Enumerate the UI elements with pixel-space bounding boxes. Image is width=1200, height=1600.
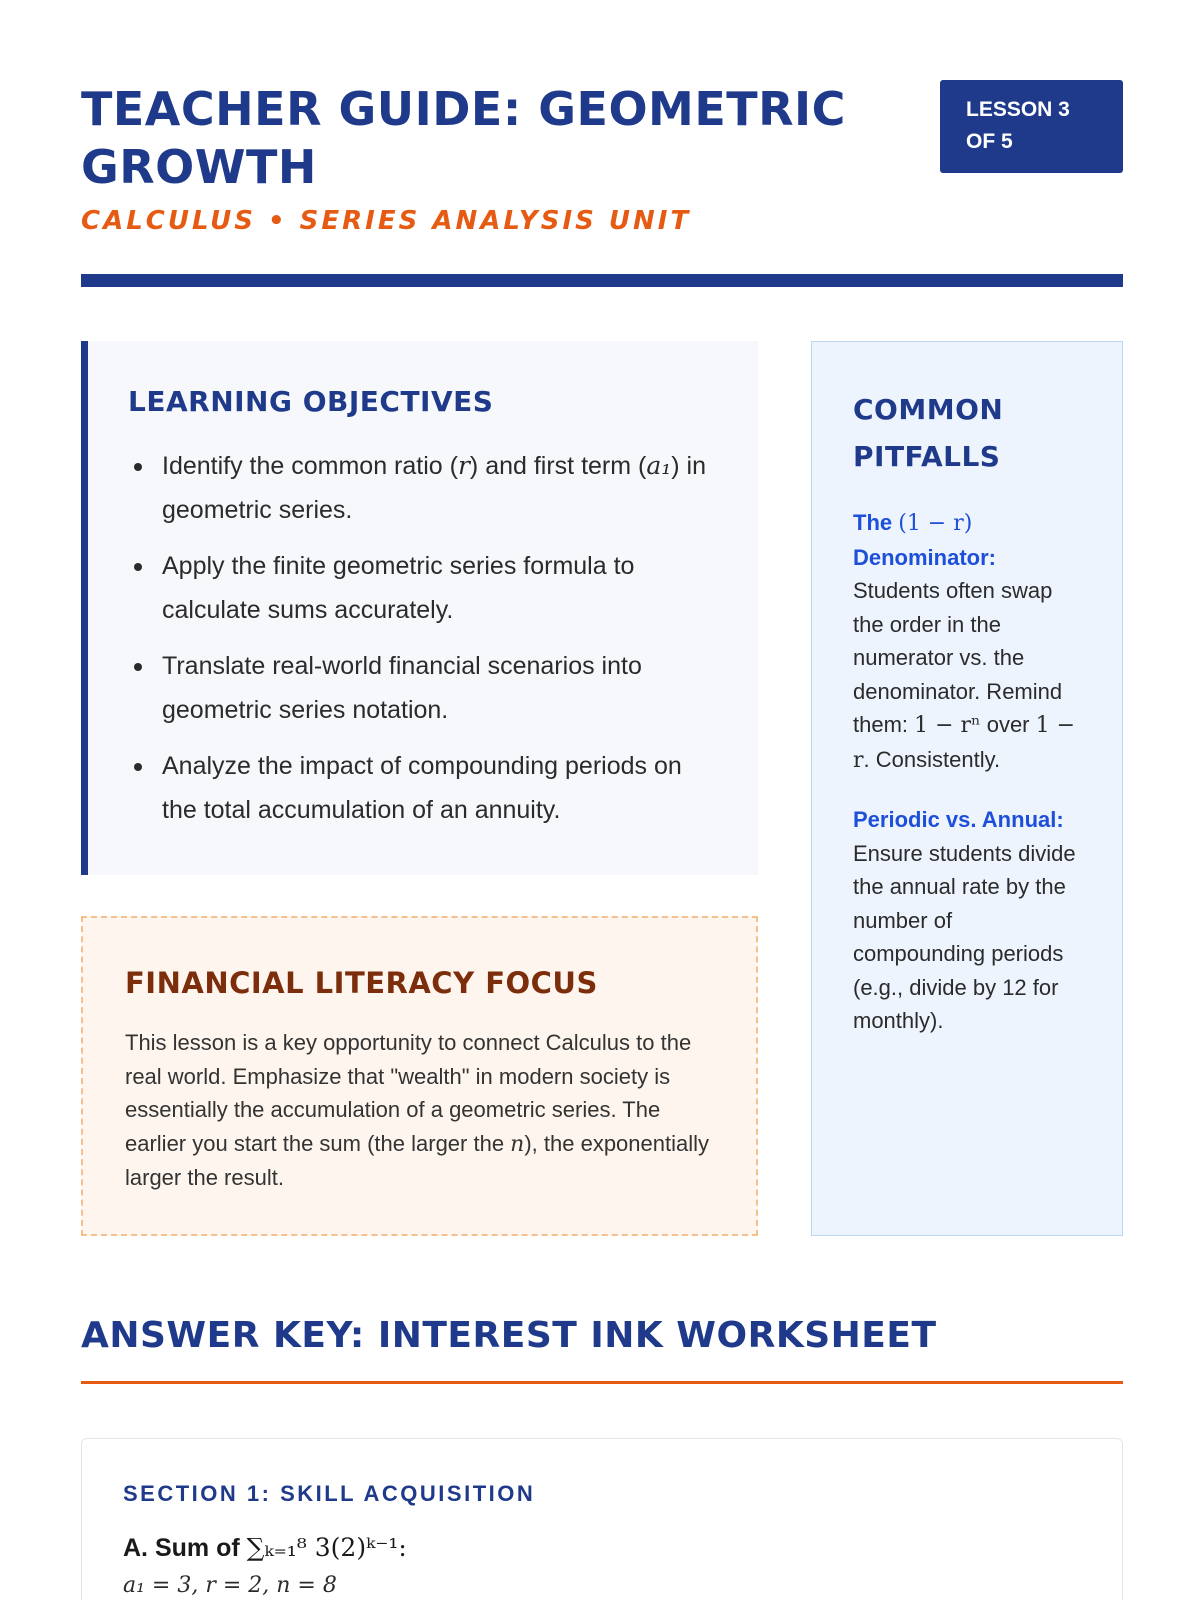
section-heading: SECTION 1: SKILL ACQUISITION bbox=[123, 1481, 536, 1506]
financial-literacy-text bbox=[125, 1026, 714, 1195]
learning-objectives-panel bbox=[81, 341, 758, 875]
financial-text-part: ), the exponentially larger the result. bbox=[125, 1130, 710, 1190]
page-header bbox=[81, 80, 1123, 236]
objective-text: Identify the common ratio ( bbox=[162, 452, 458, 480]
pitfall-body: . Consistently. bbox=[863, 746, 1001, 772]
financial-text-part: This lesson is a key opportunity to connect Calculus to the real world. Emphasize that "wealth" in modern society is essentially the accumulation of a geometric series. The earlier you start the sum (the larger the bbox=[125, 1030, 692, 1156]
answer-key-title: ANSWER KEY: INTEREST INK WORKSHEET bbox=[81, 1315, 937, 1356]
objective-item bbox=[128, 444, 718, 532]
math-ratio: r bbox=[457, 451, 470, 480]
math-numerator-expr: 1 − rⁿ bbox=[914, 713, 981, 738]
pitfall-heading-text: Denominator: bbox=[853, 544, 996, 570]
header-divider bbox=[81, 274, 1123, 287]
financial-literacy-panel bbox=[81, 916, 758, 1236]
pitfall-item bbox=[853, 506, 1082, 777]
math-n: n bbox=[510, 1131, 525, 1157]
common-pitfalls-panel bbox=[811, 341, 1123, 1236]
objective-item: Apply the finite geometric series formula to calculate sums accurately. bbox=[128, 544, 718, 632]
pitfall-heading-text: The bbox=[853, 510, 899, 535]
question-a bbox=[123, 1533, 1081, 1563]
pitfall-heading: Periodic vs. Annual: bbox=[853, 807, 1064, 832]
math-denominator: (1 − r) bbox=[898, 511, 973, 536]
objective-item: Translate real-world financial scenarios into geometric series notation. bbox=[128, 644, 718, 732]
lesson-badge: LESSON 3 OF 5 bbox=[940, 80, 1123, 173]
question-math: ∑ₖ₌₁⁸ 3(2)ᵏ⁻¹: bbox=[246, 1533, 407, 1562]
pitfall-heading bbox=[853, 506, 1082, 574]
objective-text: ) in geometric series. bbox=[162, 452, 707, 524]
common-pitfalls-title: COMMON PITFALLS bbox=[853, 393, 1004, 473]
objectives-list bbox=[128, 444, 718, 832]
math-first-term: a₁ bbox=[646, 451, 672, 480]
page-subtitle: CALCULUS • SERIES ANALYSIS UNIT bbox=[81, 206, 692, 236]
question-givens: a₁ = 3, r = 2, n = 8 bbox=[123, 1573, 337, 1598]
financial-literacy-title: FINANCIAL LITERACY FOCUS bbox=[125, 966, 598, 1000]
answer-key-divider bbox=[81, 1381, 1123, 1384]
pitfall-item bbox=[853, 803, 1082, 1038]
objective-text: ) and first term ( bbox=[469, 452, 647, 480]
math-denominator-expr: 1 − r bbox=[853, 713, 1076, 773]
answer-key-card bbox=[81, 1438, 1123, 1600]
pitfall-body: Students often swap the order in the numerator vs. the denominator. Remind them: bbox=[853, 578, 1063, 737]
pitfall-body: Ensure students divide the annual rate by the number of compounding periods (e.g., divide by 12 for monthly). bbox=[853, 840, 1076, 1033]
page-title: TEACHER GUIDE: GEOMETRIC GROWTH bbox=[81, 82, 846, 194]
pitfall-body: over bbox=[980, 712, 1036, 737]
objective-item: Analyze the impact of compounding periods on the total accumulation of an annuity. bbox=[128, 744, 718, 832]
question-label: A. Sum of bbox=[123, 1534, 240, 1562]
learning-objectives-title: LEARNING OBJECTIVES bbox=[128, 385, 494, 418]
